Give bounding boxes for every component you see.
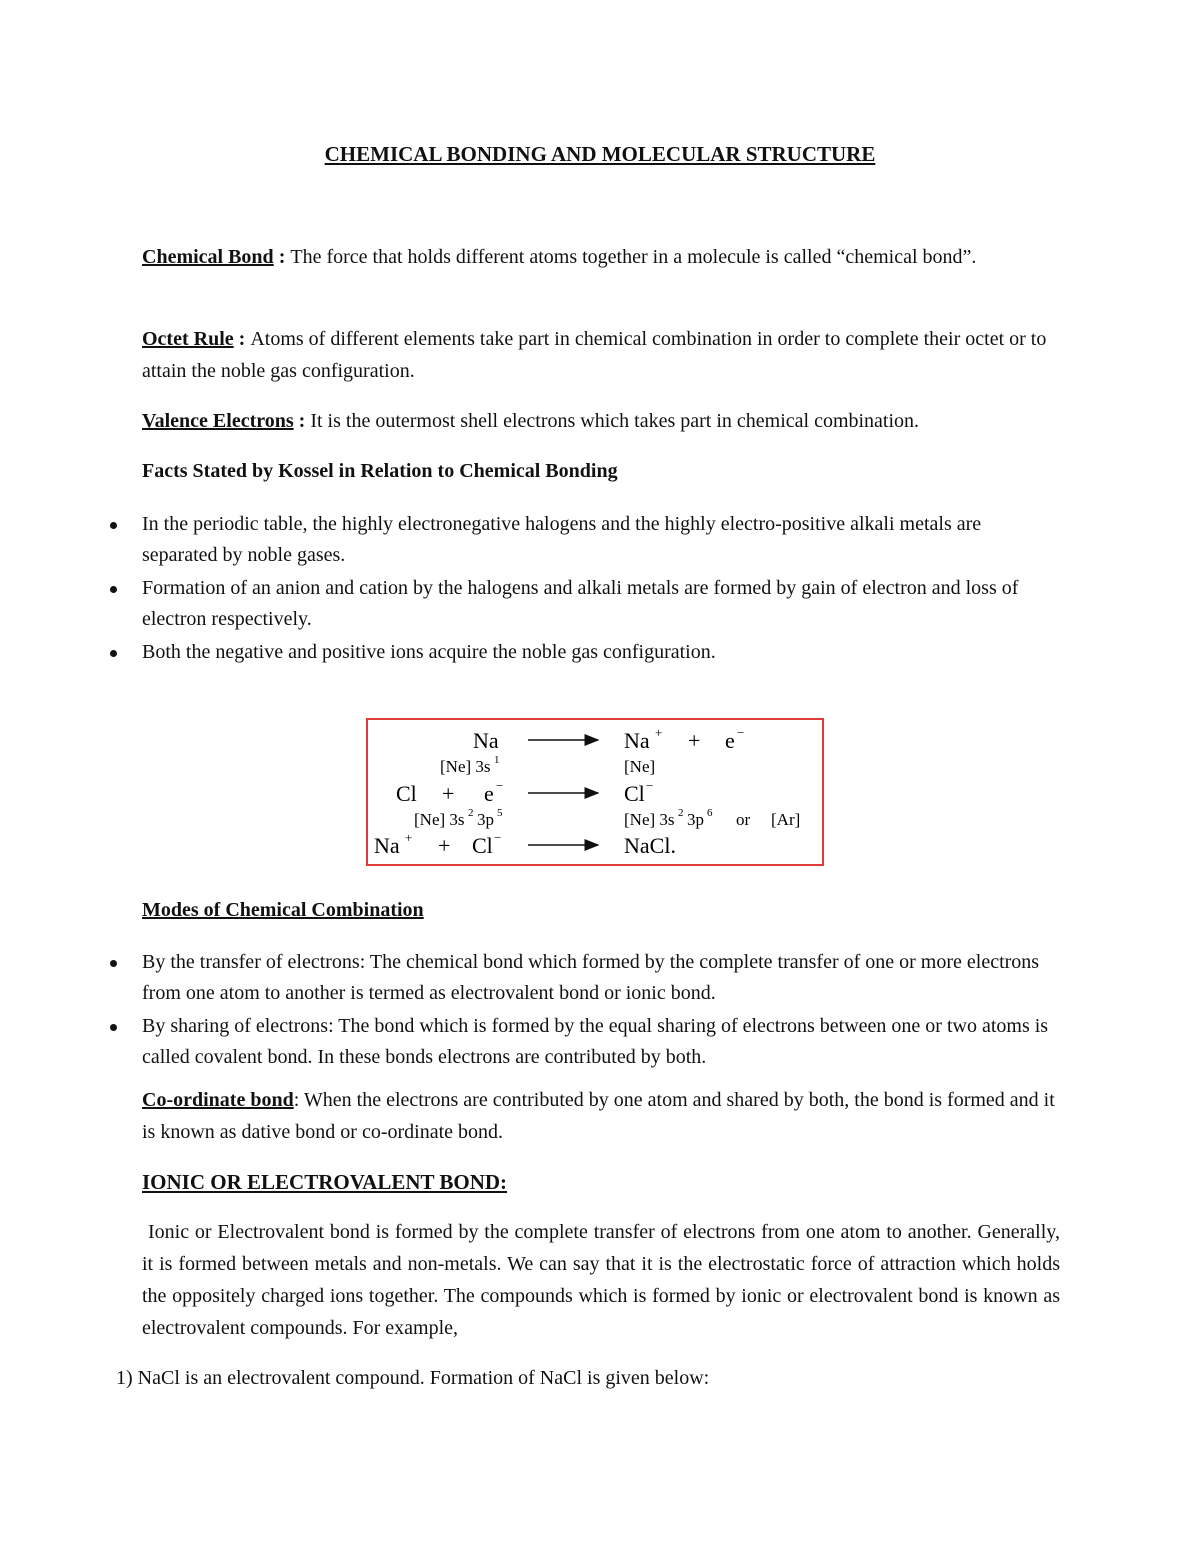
list-item xyxy=(142,1011,1060,1073)
definition-separator: : xyxy=(233,328,251,350)
eq-superscript: 6 xyxy=(707,807,713,819)
eq-nacl: NaCl. xyxy=(624,833,676,858)
definition-separator: : xyxy=(293,1089,304,1111)
nacl-equation-box xyxy=(366,718,824,866)
list-item xyxy=(142,573,1060,635)
definition-term: Co-ordinate bond xyxy=(142,1089,294,1111)
example-number: 1) xyxy=(116,1367,133,1389)
kossel-facts-list xyxy=(142,509,1060,668)
definition-separator: : xyxy=(273,246,291,268)
eq-config: [Ne] 3s xyxy=(414,810,465,829)
eq-superscript: 2 xyxy=(468,807,474,819)
eq-na-ion: Na xyxy=(374,833,400,858)
eq-na: Na xyxy=(473,728,499,753)
eq-electron: e xyxy=(484,781,494,806)
list-item-text: By the transfer of electrons: The chemical bond which formed by the complete transfer of one or more electrons from one atom to another is termed as electrovalent bond or ionic bond. xyxy=(142,951,1040,1004)
eq-na-ion: Na xyxy=(624,728,650,753)
definition-term: Octet Rule xyxy=(142,328,234,350)
eq-superscript: + xyxy=(405,830,413,845)
eq-superscript: − xyxy=(496,778,504,793)
eq-superscript: − xyxy=(494,830,502,845)
list-item xyxy=(142,947,1060,1009)
eq-config: [Ne] 3s xyxy=(624,810,675,829)
eq-or: or xyxy=(736,810,751,829)
kossel-heading: Facts Stated by Kossel in Relation to Chemical Bonding xyxy=(142,460,618,482)
modes-list xyxy=(142,947,1060,1073)
example-text: NaCl is an electrovalent compound. Formation of NaCl is given below: xyxy=(137,1367,710,1389)
bullet-icon xyxy=(110,960,117,967)
eq-cl: Cl xyxy=(396,781,417,806)
bullet-icon xyxy=(110,522,117,529)
eq-config: 3p xyxy=(687,810,704,829)
eq-config: 3p xyxy=(477,810,494,829)
eq-plus: + xyxy=(442,781,455,806)
eq-config: [Ar] xyxy=(771,810,801,829)
eq-cl-ion: Cl xyxy=(472,833,493,858)
chemical-bond-definition xyxy=(142,241,1060,273)
definition-separator: : xyxy=(293,410,311,432)
equation-figure xyxy=(368,720,826,868)
eq-superscript: 1 xyxy=(494,754,500,766)
definition-term: Chemical Bond xyxy=(142,246,274,268)
eq-electron: e xyxy=(725,728,735,753)
example-item xyxy=(116,1362,709,1394)
bullet-icon xyxy=(110,650,117,657)
definition-text: Atoms of different elements take part in chemical combination in order to complete their octet or to attain the noble gas configuration. xyxy=(142,328,1047,382)
definition-text: It is the outermost shell electrons which takes part in chemical combination. xyxy=(310,410,920,432)
eq-cl-ion: Cl xyxy=(624,781,645,806)
eq-superscript: + xyxy=(655,725,663,740)
definition-term: Valence Electrons xyxy=(142,410,294,432)
ionic-paragraph: Ionic or Electrovalent bond is formed by the complete transfer of electrons from one atom to another. Generally, it is formed between metals and non-metals. We can say that it is the electrostatic force of attraction which holds the oppositely charged ions together. The compounds which is formed by ionic or electrovalent bond is known as electrovalent compounds. For example, xyxy=(142,1221,1060,1339)
eq-superscript: 2 xyxy=(678,807,684,819)
eq-plus: + xyxy=(688,728,701,753)
list-item-text: In the periodic table, the highly electronegative halogens and the highly electro-positive alkali metals are separated by noble gases. xyxy=(142,513,982,566)
bullet-icon xyxy=(110,1024,117,1031)
list-item-text: Both the negative and positive ions acquire the noble gas configuration. xyxy=(142,641,716,663)
octet-rule-definition xyxy=(142,323,1060,387)
list-item xyxy=(142,637,1060,668)
eq-superscript: 5 xyxy=(497,807,503,819)
valence-electrons-definition xyxy=(142,405,1060,437)
list-item xyxy=(142,509,1060,571)
eq-config: [Ne] xyxy=(624,757,656,776)
modes-heading: Modes of Chemical Combination xyxy=(142,899,424,921)
eq-plus: + xyxy=(438,833,451,858)
list-item-text: By sharing of electrons: The bond which is formed by the equal sharing of electrons between one or two atoms is called covalent bond. In these bonds electrons are contributed by both. xyxy=(142,1015,1049,1068)
definition-text: When the electrons are contributed by one atom and shared by both, the bond is formed and it is known as dative bond or co-ordinate bond. xyxy=(142,1089,1055,1143)
page-title: CHEMICAL BONDING AND MOLECULAR STRUCTURE xyxy=(324,142,876,166)
bullet-icon xyxy=(110,586,117,593)
eq-config: [Ne] 3s xyxy=(440,757,491,776)
eq-superscript: − xyxy=(646,778,654,793)
eq-superscript: − xyxy=(737,725,745,740)
coordinate-bond-definition xyxy=(142,1084,1060,1148)
list-item-text: Formation of an anion and cation by the halogens and alkali metals are formed by gain of electron and loss of electron respectively. xyxy=(142,577,1019,630)
definition-text: The force that holds different atoms together in a molecule is called “chemical bond”. xyxy=(290,246,977,268)
ionic-heading: IONIC OR ELECTROVALENT BOND: xyxy=(142,1170,508,1194)
